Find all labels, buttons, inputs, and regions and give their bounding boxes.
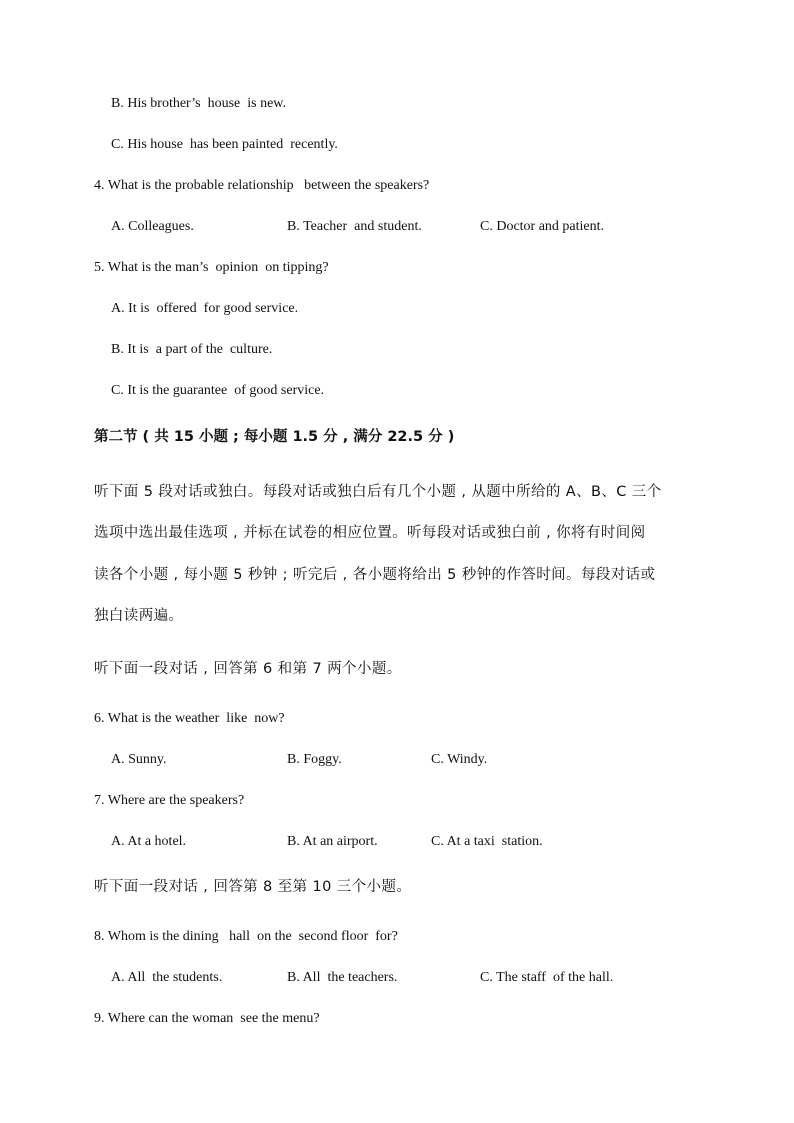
q4-option-a: A. Colleagues. — [111, 219, 194, 234]
q8-option-b: B. All the teachers. — [287, 970, 398, 985]
q4-question: 4. What is the probable relationship between the speakers? — [94, 178, 430, 193]
dialog2-instruction: 听下面一段对话 , 回答第 8 至第 10 三个小题。 — [94, 879, 412, 895]
q3-option-b: B. His brother’s house is new. — [111, 96, 286, 111]
q7-question: 7. Where are the speakers? — [94, 793, 245, 808]
q8-question: 8. Whom is the dining hall on the second floor for? — [94, 929, 398, 944]
q4-option-c: C. Doctor and patient. — [480, 219, 605, 234]
q7-option-c: C. At a taxi station. — [431, 834, 543, 849]
q6-option-c: C. Windy. — [431, 752, 488, 767]
q5-question: 5. What is the man’s opinion on tipping? — [94, 260, 329, 275]
q7-option-b: B. At an airport. — [287, 834, 378, 849]
q6-option-b: B. Foggy. — [287, 752, 342, 767]
q7-option-a: A. At a hotel. — [111, 834, 187, 849]
section2-instruction-line: 独白读两遍。 — [94, 608, 184, 624]
dialog1-instruction: 听下面一段对话 , 回答第 6 和第 7 两个小题。 — [94, 661, 402, 677]
q8-option-c: C. The staff of the hall. — [480, 970, 614, 985]
q9-question: 9. Where can the woman see the menu? — [94, 1011, 320, 1026]
section2-instruction-line: 选项中选出最佳选项 , 并标在试卷的相应位置。听每段对话或独白前 , 你将有时间阅 — [94, 525, 646, 541]
section2-title: 第二节 ( 共 15 小题 ; 每小题 1.5 分 , 满分 22.5 分 ) — [94, 429, 455, 445]
section2-instruction-line: 听下面 5 段对话或独白。每段对话或独白后有几个小题 , 从题中所给的 A、B、C 三个 — [94, 484, 662, 500]
section2-instruction-line: 读各个小题 , 每小题 5 秒钟 ; 听完后 , 各小题将给出 5 秒钟的作答时间。每段对话或 — [94, 567, 656, 583]
q3-option-c: C. His house has been painted recently. — [111, 137, 338, 152]
q6-option-a: A. Sunny. — [111, 752, 167, 767]
q5-option-c: C. It is the guarantee of good service. — [111, 383, 325, 398]
q8-option-a: A. All the students. — [111, 970, 223, 985]
q4-option-b: B. Teacher and student. — [287, 219, 422, 234]
q6-question: 6. What is the weather like now? — [94, 711, 285, 726]
q5-option-a: A. It is offered for good service. — [111, 301, 299, 316]
q5-option-b: B. It is a part of the culture. — [111, 342, 273, 357]
